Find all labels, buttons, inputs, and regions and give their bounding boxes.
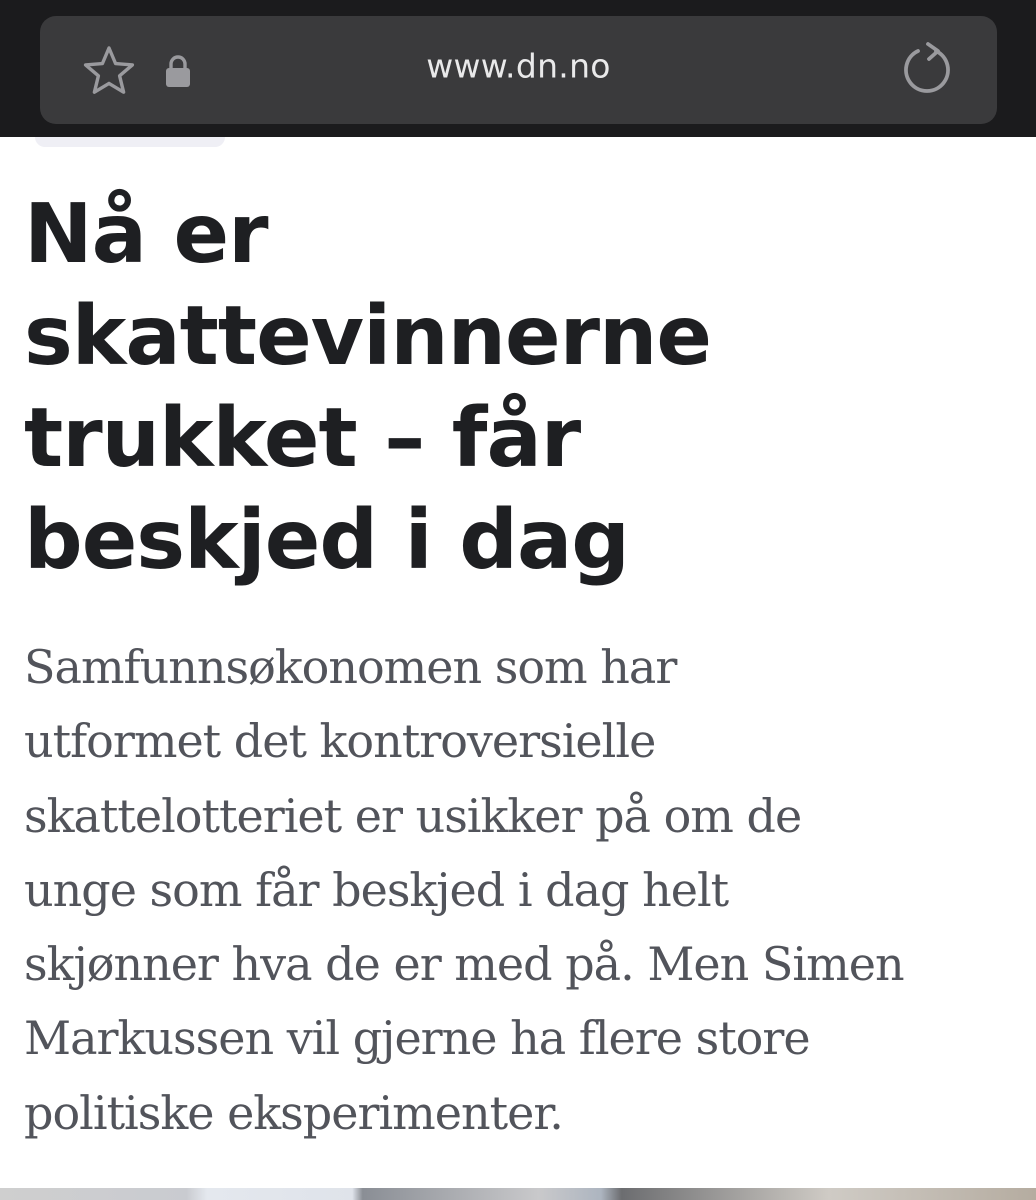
article-lede: [24, 630, 1029, 1150]
lede-line: utformet det kontroversielle: [24, 714, 656, 769]
lede-line: Markussen vil gjerne ha flere store: [24, 1011, 810, 1066]
lede-line: skjønner hva de er med på. Men Simen: [24, 937, 904, 992]
headline-line: trukket – får: [24, 391, 581, 486]
lede-line: politiske eksperimenter.: [24, 1085, 563, 1140]
category-tag-edge: [35, 137, 225, 147]
lede-line: Samfunnsøkonomen som har: [24, 640, 677, 694]
browser-toolbar: [0, 0, 1036, 137]
headline-line: skattevinnerne: [24, 289, 712, 384]
headline-line: beskjed i dag: [24, 493, 630, 588]
lede-line: skattelotteriet er usikker på om de: [24, 788, 802, 843]
article-headline: [24, 184, 1024, 592]
address-bar[interactable]: [40, 16, 997, 124]
headline-line: Nå er: [24, 187, 268, 282]
article-photo: [0, 1188, 1036, 1200]
url-text[interactable]: www.dn.no: [426, 46, 611, 86]
lede-line: unge som får beskjed i dag helt: [24, 862, 729, 917]
reload-icon[interactable]: [898, 40, 956, 98]
